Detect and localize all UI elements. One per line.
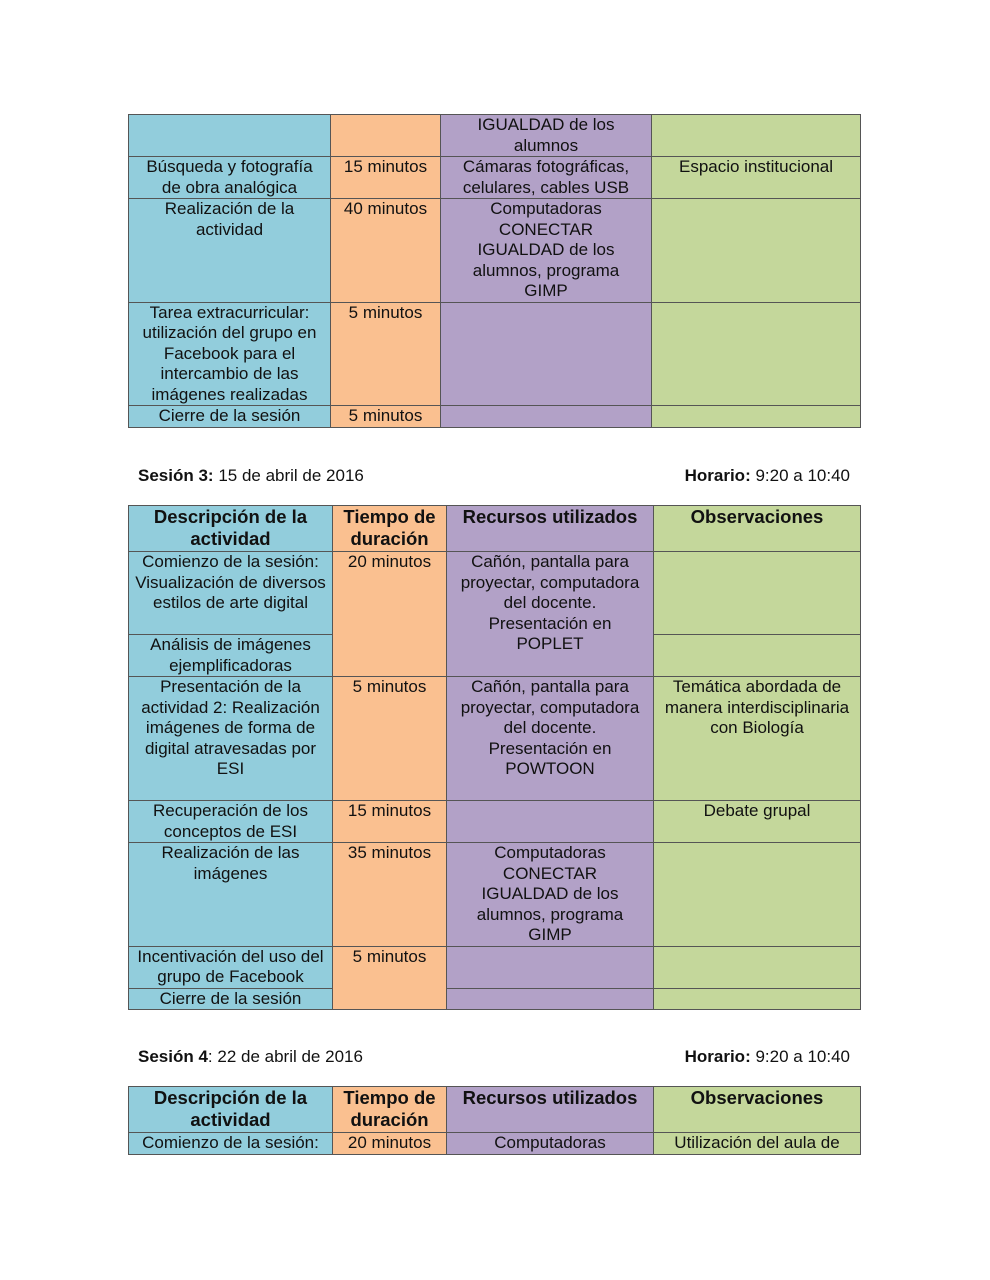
table-row: [129, 199, 861, 303]
table-row: [129, 988, 861, 1010]
header-observations: Observaciones: [654, 506, 861, 552]
table-row: [129, 801, 861, 843]
session2-table-continued: [128, 114, 861, 428]
table-header-row: [129, 506, 861, 552]
duration-cell: 5 minutos: [333, 946, 447, 1010]
observations-cell: [652, 302, 861, 406]
duration-cell: 5 minutos: [331, 302, 441, 406]
table-row: [129, 115, 861, 157]
observations-cell: [654, 843, 861, 947]
activity-description-cell: Análisis de imágenes ejemplificadoras: [129, 635, 333, 677]
header-description: Descripción de la actividad: [129, 506, 333, 552]
table-row: [129, 1133, 861, 1155]
session4-label: Sesión 4: [138, 1047, 208, 1066]
activity-description-cell: Incentivación del uso del grupo de Facebook: [129, 946, 333, 988]
observations-cell: Debate grupal: [654, 801, 861, 843]
resources-cell: [447, 801, 654, 843]
duration-cell: 20 minutos: [333, 1133, 447, 1155]
resources-cell: [447, 946, 654, 988]
observations-cell: Utilización del aula de: [654, 1133, 861, 1155]
session3-date: 15 de abril de 2016: [213, 466, 364, 485]
activity-description-cell: Búsqueda y fotografía de obra analógica: [129, 157, 331, 199]
header-description: Descripción de la actividad: [129, 1087, 333, 1133]
table-row: [129, 406, 861, 428]
activity-description-cell: Realización de la actividad: [129, 199, 331, 303]
session3-table: [128, 505, 861, 1010]
observations-cell: [652, 406, 861, 428]
activity-description-cell: Cierre de la sesión: [129, 988, 333, 1010]
activity-description-cell: Cierre de la sesión: [129, 406, 331, 428]
activity-description-cell: Presentación de la actividad 2: Realización imágenes de forma de digital atravesadas por ESI: [129, 677, 333, 801]
observations-cell: [654, 635, 861, 677]
session4-heading: [138, 1046, 850, 1068]
activity-description-cell: Comienzo de la sesión: Visualización de diversos estilos de arte digital: [129, 552, 333, 635]
duration-cell: 15 minutos: [331, 157, 441, 199]
session4-schedule-label: Horario:: [684, 1047, 751, 1066]
resources-cell: Cámaras fotográficas, celulares, cables USB: [441, 157, 652, 199]
duration-cell: 35 minutos: [333, 843, 447, 947]
header-resources: Recursos utilizados: [447, 506, 654, 552]
activity-description-cell: Tarea extracurricular: utilización del grupo en Facebook para el intercambio de las imágenes realizadas: [129, 302, 331, 406]
observations-cell: [654, 988, 861, 1010]
duration-cell: 20 minutos: [333, 552, 447, 677]
resources-cell: IGUALDAD de los alumnos: [441, 115, 652, 157]
resources-cell: Cañón, pantalla para proyectar, computadora del docente. Presentación en POPLET: [447, 552, 654, 677]
session3-label: Sesión 3:: [138, 466, 214, 485]
duration-cell: [331, 115, 441, 157]
session4-schedule: 9:20 a 10:40: [750, 1047, 850, 1066]
session3-schedule-label: Horario:: [684, 466, 751, 485]
session3-date-line: [138, 465, 364, 487]
activity-description-cell: Comienzo de la sesión:: [129, 1133, 333, 1155]
resources-cell: [447, 988, 654, 1010]
table-header-row: [129, 1087, 861, 1133]
resources-cell: Cañón, pantalla para proyectar, computadora del docente. Presentación en POWTOON: [447, 677, 654, 801]
header-observations: Observaciones: [654, 1087, 861, 1133]
session3-heading: [138, 465, 850, 487]
table-row: [129, 552, 861, 635]
header-duration: Tiempo de duración: [333, 506, 447, 552]
duration-cell: 5 minutos: [331, 406, 441, 428]
session3-schedule: 9:20 a 10:40: [750, 466, 850, 485]
observations-cell: [652, 115, 861, 157]
header-resources: Recursos utilizados: [447, 1087, 654, 1133]
resources-cell: Computadoras: [447, 1133, 654, 1155]
session3-schedule-line: [685, 465, 850, 487]
table-row: [129, 843, 861, 947]
session4-date: : 22 de abril de 2016: [207, 1047, 363, 1066]
resources-cell: Computadoras CONECTAR IGUALDAD de los alumnos, programa GIMP: [441, 199, 652, 303]
table-row: [129, 157, 861, 199]
header-duration: Tiempo de duración: [333, 1087, 447, 1133]
observations-cell: [654, 552, 861, 635]
resources-cell: [441, 406, 652, 428]
duration-cell: 40 minutos: [331, 199, 441, 303]
table-row: [129, 946, 861, 988]
observations-cell: Espacio institucional: [652, 157, 861, 199]
duration-cell: 5 minutos: [333, 677, 447, 801]
table-row: [129, 302, 861, 406]
observations-cell: Temática abordada de manera interdisciplinaria con Biología: [654, 677, 861, 801]
activity-description-cell: [129, 115, 331, 157]
session4-date-line: [138, 1046, 363, 1068]
activity-description-cell: Recuperación de los conceptos de ESI: [129, 801, 333, 843]
session4-schedule-line: [685, 1046, 850, 1068]
observations-cell: [654, 946, 861, 988]
table-row: [129, 677, 861, 801]
resources-cell: Computadoras CONECTAR IGUALDAD de los alumnos, programa GIMP: [447, 843, 654, 947]
duration-cell: 15 minutos: [333, 801, 447, 843]
observations-cell: [652, 199, 861, 303]
resources-cell: [441, 302, 652, 406]
activity-description-cell: Realización de las imágenes: [129, 843, 333, 947]
session4-table: [128, 1086, 861, 1155]
